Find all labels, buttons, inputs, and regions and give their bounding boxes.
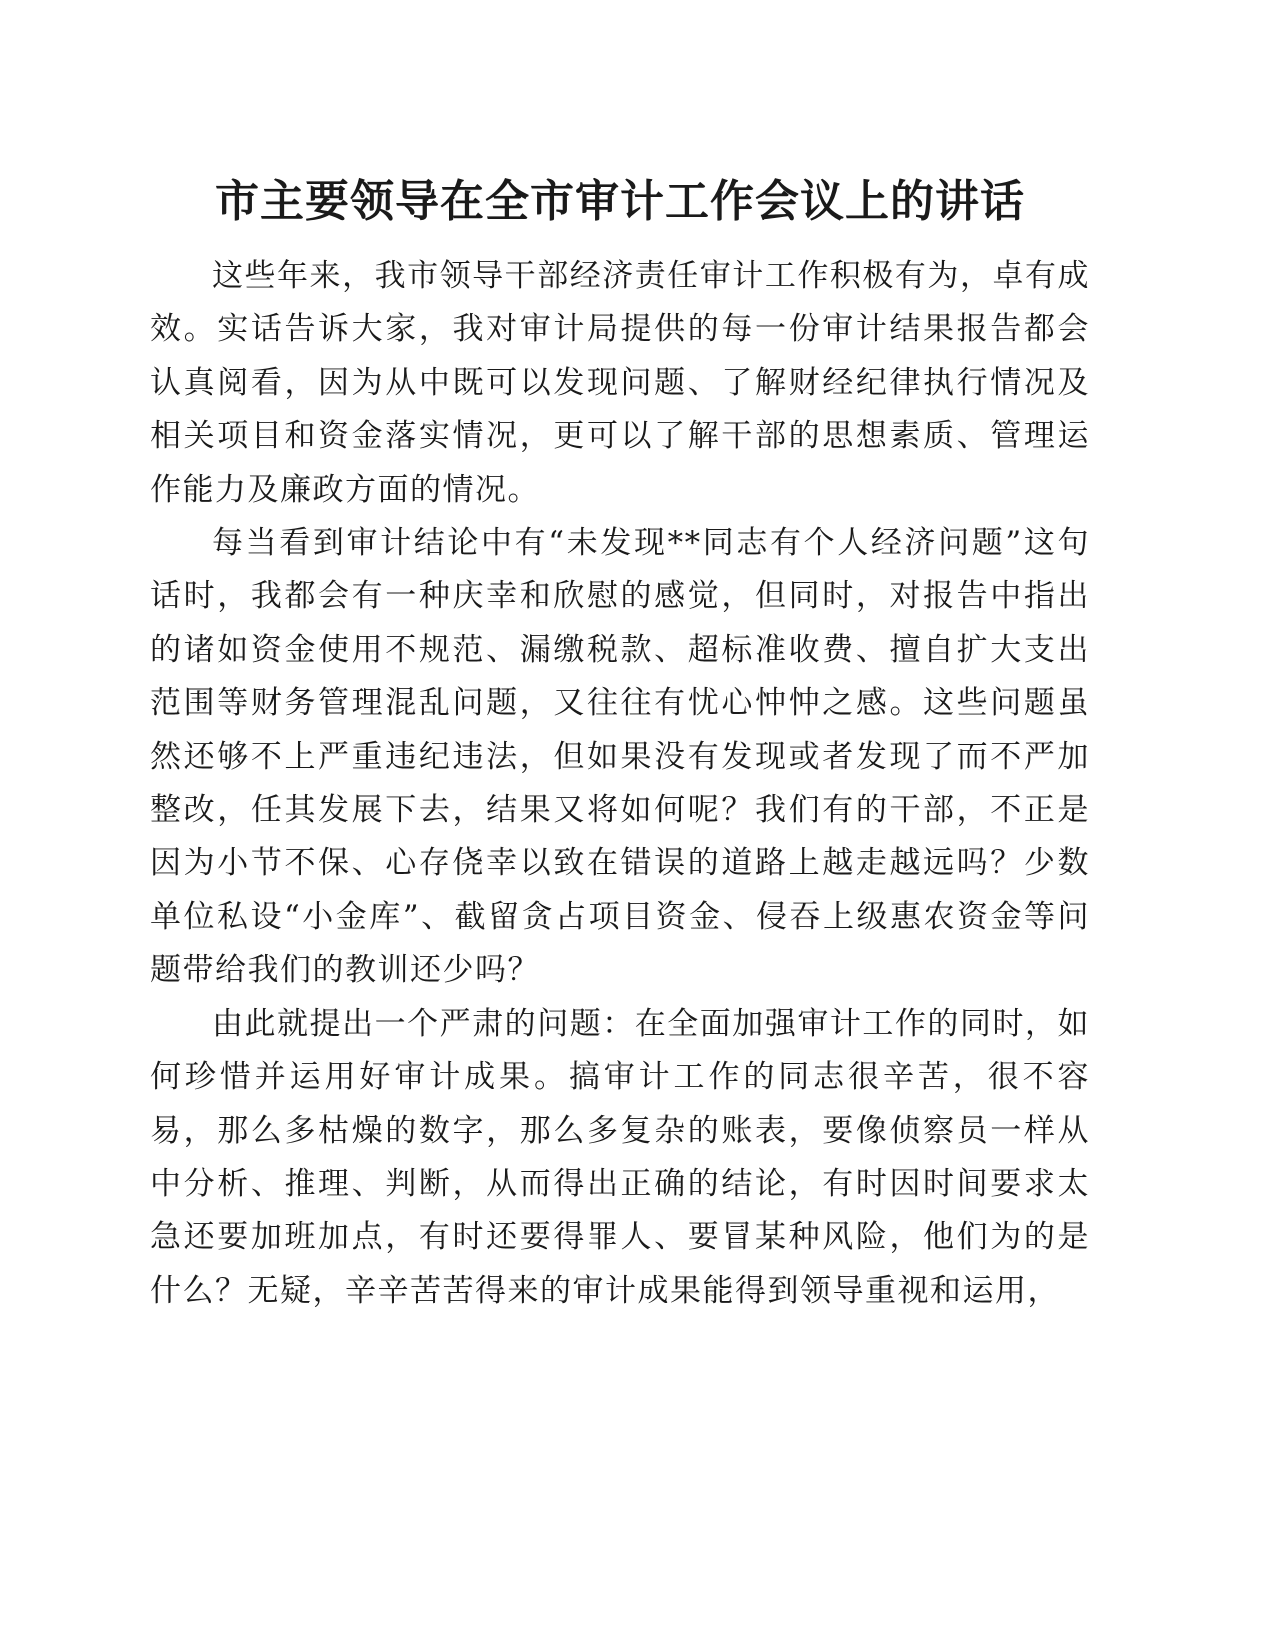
- paragraph-1: 这些年来，我市领导干部经济责任审计工作积极有为，卓有成效。实话告诉大家，我对审计局提供的每一份审计结果报告都会认真阅看，因为从中既可以发现问题、了解财经纪律执行情况及相关项目和资金落实情况，更可以了解干部的思想素质、管理运作能力及廉政方面的情况。: [150, 258, 1090, 508]
- paragraph-2: 每当看到审计结论中有“未发现**同志有个人经济问题”这句话时，我都会有一种庆幸和欣慰的感觉，但同时，对报告中指出的诸如资金使用不规范、漏缴税款、超标准收费、擅自扩大支出范围等财务管理混乱问题，又往往有忧心忡忡之感。这些问题虽然还够不上严重违纪违法，但如果没有发现或者发现了而不严加整改，任其发展下去，结果又将如何呢？我们有的干部，不正是因为小节不保、心存侥幸以致在错误的道路上越走越远吗？少数单位私设“小金库”、截留贪占项目资金、侵吞上级惠农资金等问题带给我们的教训还少吗？: [150, 525, 1090, 989]
- paragraph-3: 由此就提出一个严肃的问题：在全面加强审计工作的同时，如何珍惜并运用好审计成果。搞审计工作的同志很辛苦，很不容易，那么多枯燥的数字，那么多复杂的账表，要像侦察员一样从中分析、推理、判断，从而得出正确的结论，有时因时间要求太急还要加班加点，有时还要得罪人、要冒某种风险，他们为的是什么？无疑，辛辛苦苦得来的审计成果能得到领导重视和运用，: [150, 1005, 1090, 1309]
- document-page: [150, 172, 1090, 1318]
- document-title: 市主要领导在全市审计工作会议上的讲话: [215, 176, 1025, 227]
